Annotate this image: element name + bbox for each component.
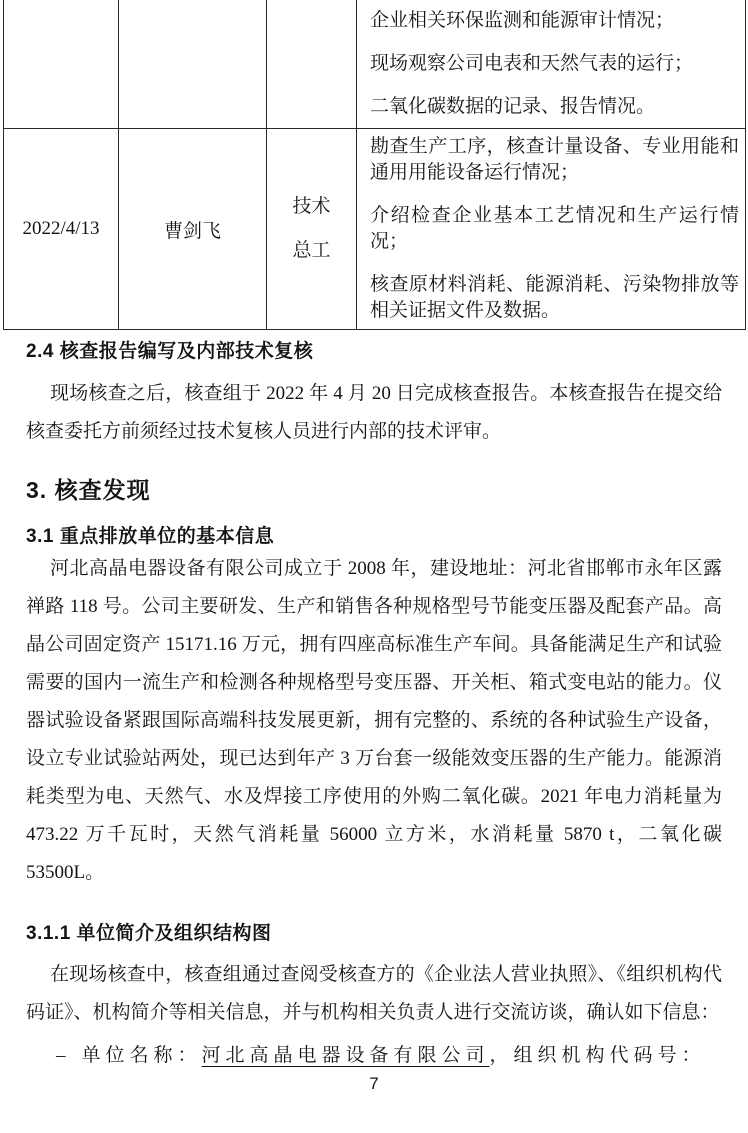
table-row-continued: [4, 0, 746, 129]
table-cell-date: 2022/4/13: [4, 129, 119, 330]
section-paragraph-3-1: 河北高晶电器设备有限公司成立于 2008 年，建设地址：河北省邯郸市永年区露禅路 118 号。公司主要研发、生产和销售各种规格型号节能变压器及配套产品。高晶公司固定资产 15171.16 万元，拥有四座高标准生产车间。具备能满足生产和试验需要的国内一流生产和检测各种规格型号变压器、开关柜、箱式变电站的能力。仪器试验设备紧跟国际高端科技发展更新，拥有完整的、系统的各种试验生产设备，设立专业试验站两处，现已达到年产 3 万台套一级能效变压器的生产能力。能源消耗类型为电、天然气、水及焊接工序使用的外购二氧化碳。2021 年电力消耗量为 473.22 万千瓦时，天然气消耗量 56000 立方米，水消耗量 5870 t，二氧化碳 53500L。: [26, 558, 722, 883]
table-cell-date-empty: [4, 0, 119, 129]
bullet-dash: –: [56, 1045, 66, 1066]
table-row-main: [4, 129, 746, 330]
role-line: 技术: [292, 196, 331, 217]
table-cell-activities: [357, 0, 746, 129]
bullet-suffix: ，组织机构代码号：: [489, 1045, 706, 1066]
activity-item: 勘查生产工序，核查计量设备、专业用能和通用用能设备运行情况；: [370, 136, 739, 183]
document-body: [26, 341, 722, 1071]
activity-item: 现场观察公司电表和天然气表的运行；: [370, 53, 694, 74]
section-paragraph-3-1-1: 在现场核查中，核查组通过查阅受核查方的《企业法人营业执照》、《组织机构代码证》、机构简介等相关信息，并与机构相关负责人进行交流访谈，确认如下信息：: [26, 964, 722, 1023]
table-cell-name-empty: [119, 0, 267, 129]
table-cell-role-empty: [267, 0, 357, 129]
table-cell-role: [267, 129, 357, 330]
section-heading-3-1-1: 3.1.1 单位简介及组织结构图: [26, 923, 272, 944]
section-heading-2-4: 2.4 核查报告编写及内部技术复核: [26, 341, 314, 362]
section-heading-3: 3. 核查发现: [26, 477, 151, 503]
page-number: 7: [369, 1074, 379, 1093]
role-line: 总工: [292, 240, 331, 261]
audit-schedule-table: [3, 0, 746, 330]
table-cell-auditor-name: 曹剑飞: [119, 129, 267, 330]
bullet-unit-name: [26, 1041, 722, 1071]
activity-item: 介绍检查企业基本工艺情况和生产运行情况；: [370, 205, 739, 252]
activity-item: 核查原材料消耗、能源消耗、污染物排放等相关证据文件及数据。: [370, 274, 739, 321]
activity-item: 二氧化碳数据的记录、报告情况。: [370, 96, 656, 117]
company-name-underlined: 河北高晶电器设备有限公司: [201, 1045, 490, 1066]
section-heading-3-1: 3.1 重点排放单位的基本信息: [26, 526, 275, 547]
activity-item: 企业相关环保监测和能源审计情况；: [370, 10, 675, 31]
section-paragraph-2-4: 现场核查之后，核查组于 2022 年 4 月 20 日完成核查报告。本核查报告在提交给核查委托方前须经过技术复核人员进行内部的技术评审。: [26, 383, 722, 442]
bullet-label: 单位名称：: [81, 1045, 202, 1066]
table-cell-activities: [357, 129, 746, 330]
